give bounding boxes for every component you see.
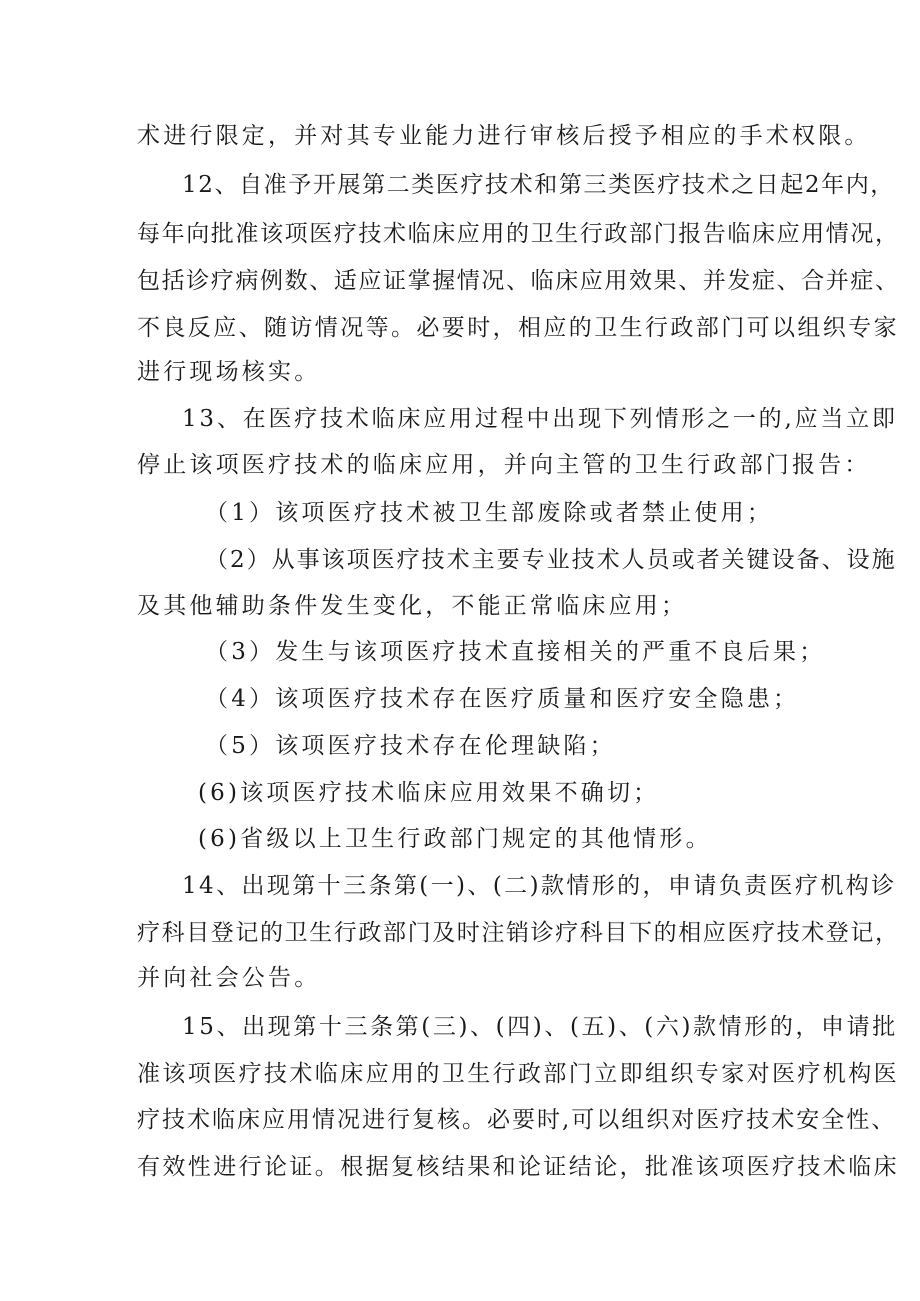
text-line: 及其他辅助条件发生变化，不能正常临床应用； [137, 593, 688, 619]
list-item-3: （3）发生与该项医疗技术直接相关的严重不良后果； [205, 639, 826, 665]
text-line: 14、出现第十三条第(一)、(二)款情形的，申请负责医疗机构诊 [182, 873, 897, 899]
list-item-1: （1）该项医疗技术被卫生部废除或者禁止使用； [205, 500, 774, 526]
text-line: 准该项医疗技术临床应用的卫生行政部门立即组织专家对医疗机构医 [137, 1061, 899, 1087]
text-line: 进行现场核实。 [137, 359, 321, 385]
text-line: 疗科目登记的卫生行政部门及时注销诊疗科目下的相应医疗技术登记， [137, 920, 900, 946]
list-item-2: （2）从事该项医疗技术主要专业技术人员或者关键设备、设施 [205, 547, 897, 573]
text-line: 有效性进行论证。根据复核结果和论证结论，批准该项医疗技术临床 [137, 1154, 899, 1180]
text-line: 术进行限定，并对其专业能力进行审核后授予相应的手术权限。 [137, 123, 871, 149]
text-line: 15、出现第十三条第(三)、(四)、(五)、(六)款情形的，申请批 [182, 1014, 898, 1040]
list-item-4: （4）该项医疗技术存在医疗质量和医疗安全隐患； [205, 686, 800, 712]
text-line: 并向社会公告。 [137, 965, 321, 991]
text-line: 13、在医疗技术临床应用过程中出现下列情形之一的,应当立即 [182, 406, 898, 432]
text-line: 疗技术临床应用情况进行复核。必要时,可以组织对医疗技术安全性、 [137, 1107, 897, 1133]
text-line: 每年向批准该项医疗技术临床应用的卫生行政部门报告临床应用情况， [137, 221, 900, 247]
text-line: 不良反应、随访情况等。必要时，相应的卫生行政部门可以组织专家 [137, 315, 899, 341]
text-line: 包括诊疗病例数、适应证掌握情况、临床应用效果、并发症、合并症、 [137, 268, 900, 294]
text-line: 停止该项医疗技术的临床应用，并向主管的卫生行政部门报告： [137, 452, 871, 478]
list-item-6b: (6)省级以上卫生行政部门规定的其他情形。 [198, 826, 712, 852]
list-item-6a: (6)该项医疗技术临床应用效果不确切； [198, 780, 660, 806]
list-item-5: （5）该项医疗技术存在伦理缺陷； [205, 733, 616, 759]
text-line: 12、自准予开展第二类医疗技术和第三类医疗技术之日起2年内， [182, 172, 895, 198]
